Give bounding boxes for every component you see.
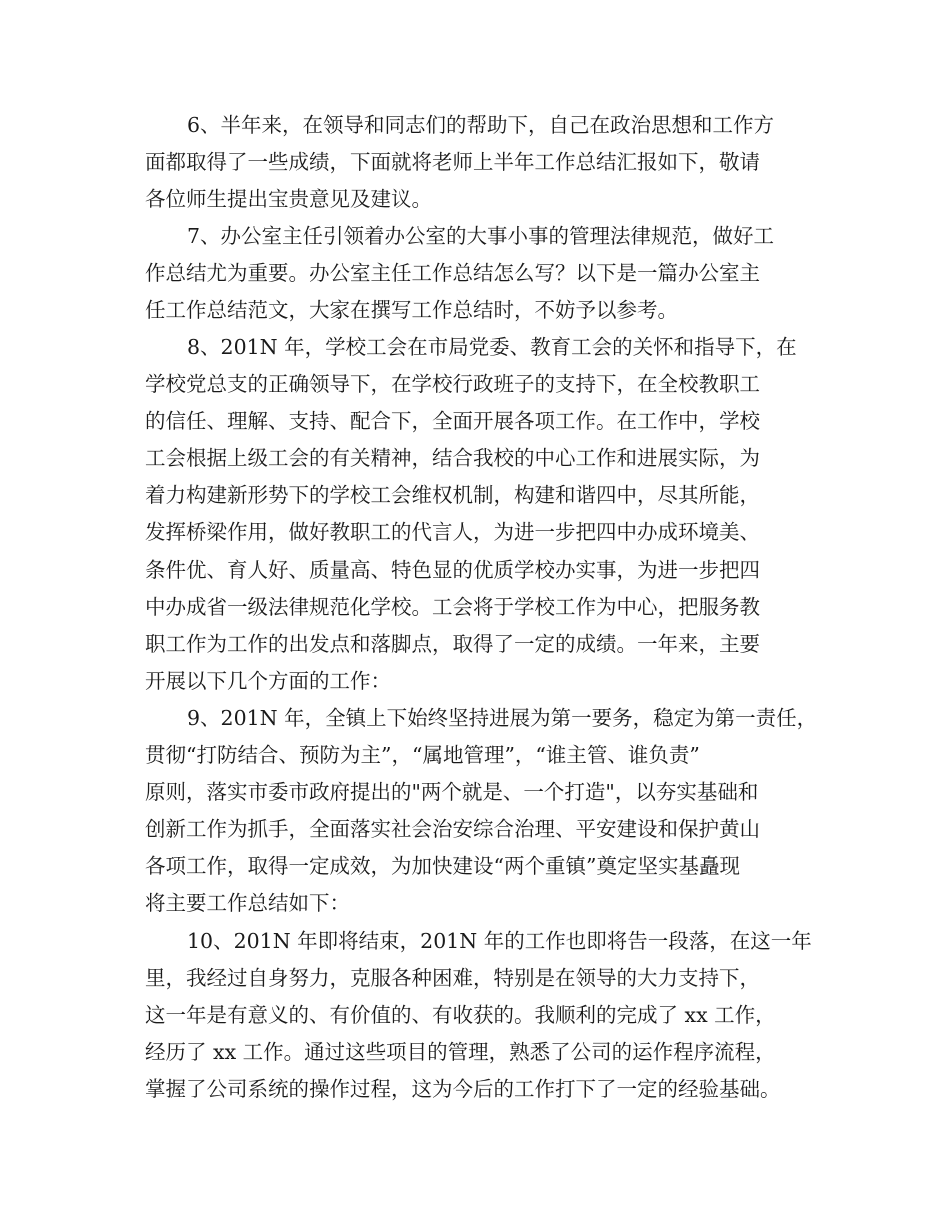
text-line: 作总结尤为重要。办公室主任工作总结怎么写？以下是一篇办公室主 <box>145 261 760 286</box>
paragraph-6 <box>145 107 845 218</box>
text-line: 各项工作，取得一定成效，为加快建设“两个重镇”奠定坚实基矗现 <box>145 854 740 879</box>
text-line: 中办成省一级法律规范化学校。工会将于学校工作为中心，把服务教 <box>145 594 760 619</box>
text-line: 着力构建新形势下的学校工会维权机制，构建和谐四中，尽其所能， <box>145 483 760 508</box>
text-line: 原则，落实市委市政府提出的"两个就是、一个打造"，以夯实基础和 <box>145 780 759 805</box>
text-line: 经历了 xx 工作。通过这些项目的管理，熟悉了公司的运作程序流程， <box>145 1040 776 1065</box>
text-line: 开展以下几个方面的工作： <box>145 668 391 693</box>
paragraph-7 <box>145 218 845 329</box>
text-line: 8、201N 年，学校工会在市局党委、教育工会的关怀和指导下，在 <box>187 335 797 359</box>
paragraph-9 <box>145 700 845 923</box>
text-line: 面都取得了一些成绩，下面就将老师上半年工作总结汇报如下，敬请 <box>145 150 760 175</box>
text-line: 10、201N 年即将结束，201N 年的工作也即将告一段落，在这一年 <box>187 929 812 953</box>
paragraph-8 <box>145 329 845 700</box>
text-line: 9、201N 年，全镇上下始终坚持进展为第一要务，稳定为第一责任， <box>187 706 818 730</box>
paragraph-10 <box>145 923 845 1108</box>
text-line: 7、办公室主任引领着办公室的大事小事的管理法律规范，做好工 <box>187 224 775 248</box>
text-line: 贯彻“打防结合、预防为主”，“属地管理”，“谁主管、谁负责” <box>145 743 700 768</box>
text-line: 创新工作为抓手，全面落实社会治安综合治理、平安建设和保护黄山 <box>145 817 760 842</box>
text-line: 职工作为工作的出发点和落脚点，取得了一定的成绩。一年来，主要 <box>145 631 760 656</box>
text-line: 6、半年来，在领导和同志们的帮助下，自己在政治思想和工作方 <box>187 113 775 137</box>
text-line: 发挥桥梁作用，做好教职工的代言人，为进一步把四中办成环境美、 <box>145 520 760 545</box>
text-line: 条件优、育人好、质量高、特色显的优质学校办实事，为进一步把四 <box>145 557 760 582</box>
text-line: 的信任、理解、支持、配合下，全面开展各项工作。在工作中，学校 <box>145 409 760 434</box>
text-line: 这一年是有意义的、有价值的、有收获的。我顺利的完成了 xx 工作， <box>145 1003 776 1028</box>
text-line: 学校党总支的正确领导下，在学校行政班子的支持下，在全校教职工 <box>145 372 760 397</box>
text-line: 将主要工作总结如下： <box>145 891 350 916</box>
text-line: 掌握了公司系统的操作过程，这为今后的工作打下了一定的经验基础。 <box>145 1077 781 1102</box>
text-line: 工会根据上级工会的有关精神，结合我校的中心工作和进展实际，为 <box>145 446 760 471</box>
text-line: 里，我经过自身努力，克服各种困难，特别是在领导的大力支持下， <box>145 966 760 991</box>
text-line: 各位师生提出宝贵意见及建议。 <box>145 187 432 212</box>
text-line: 任工作总结范文，大家在撰写工作总结时，不妨予以参考。 <box>145 298 678 323</box>
